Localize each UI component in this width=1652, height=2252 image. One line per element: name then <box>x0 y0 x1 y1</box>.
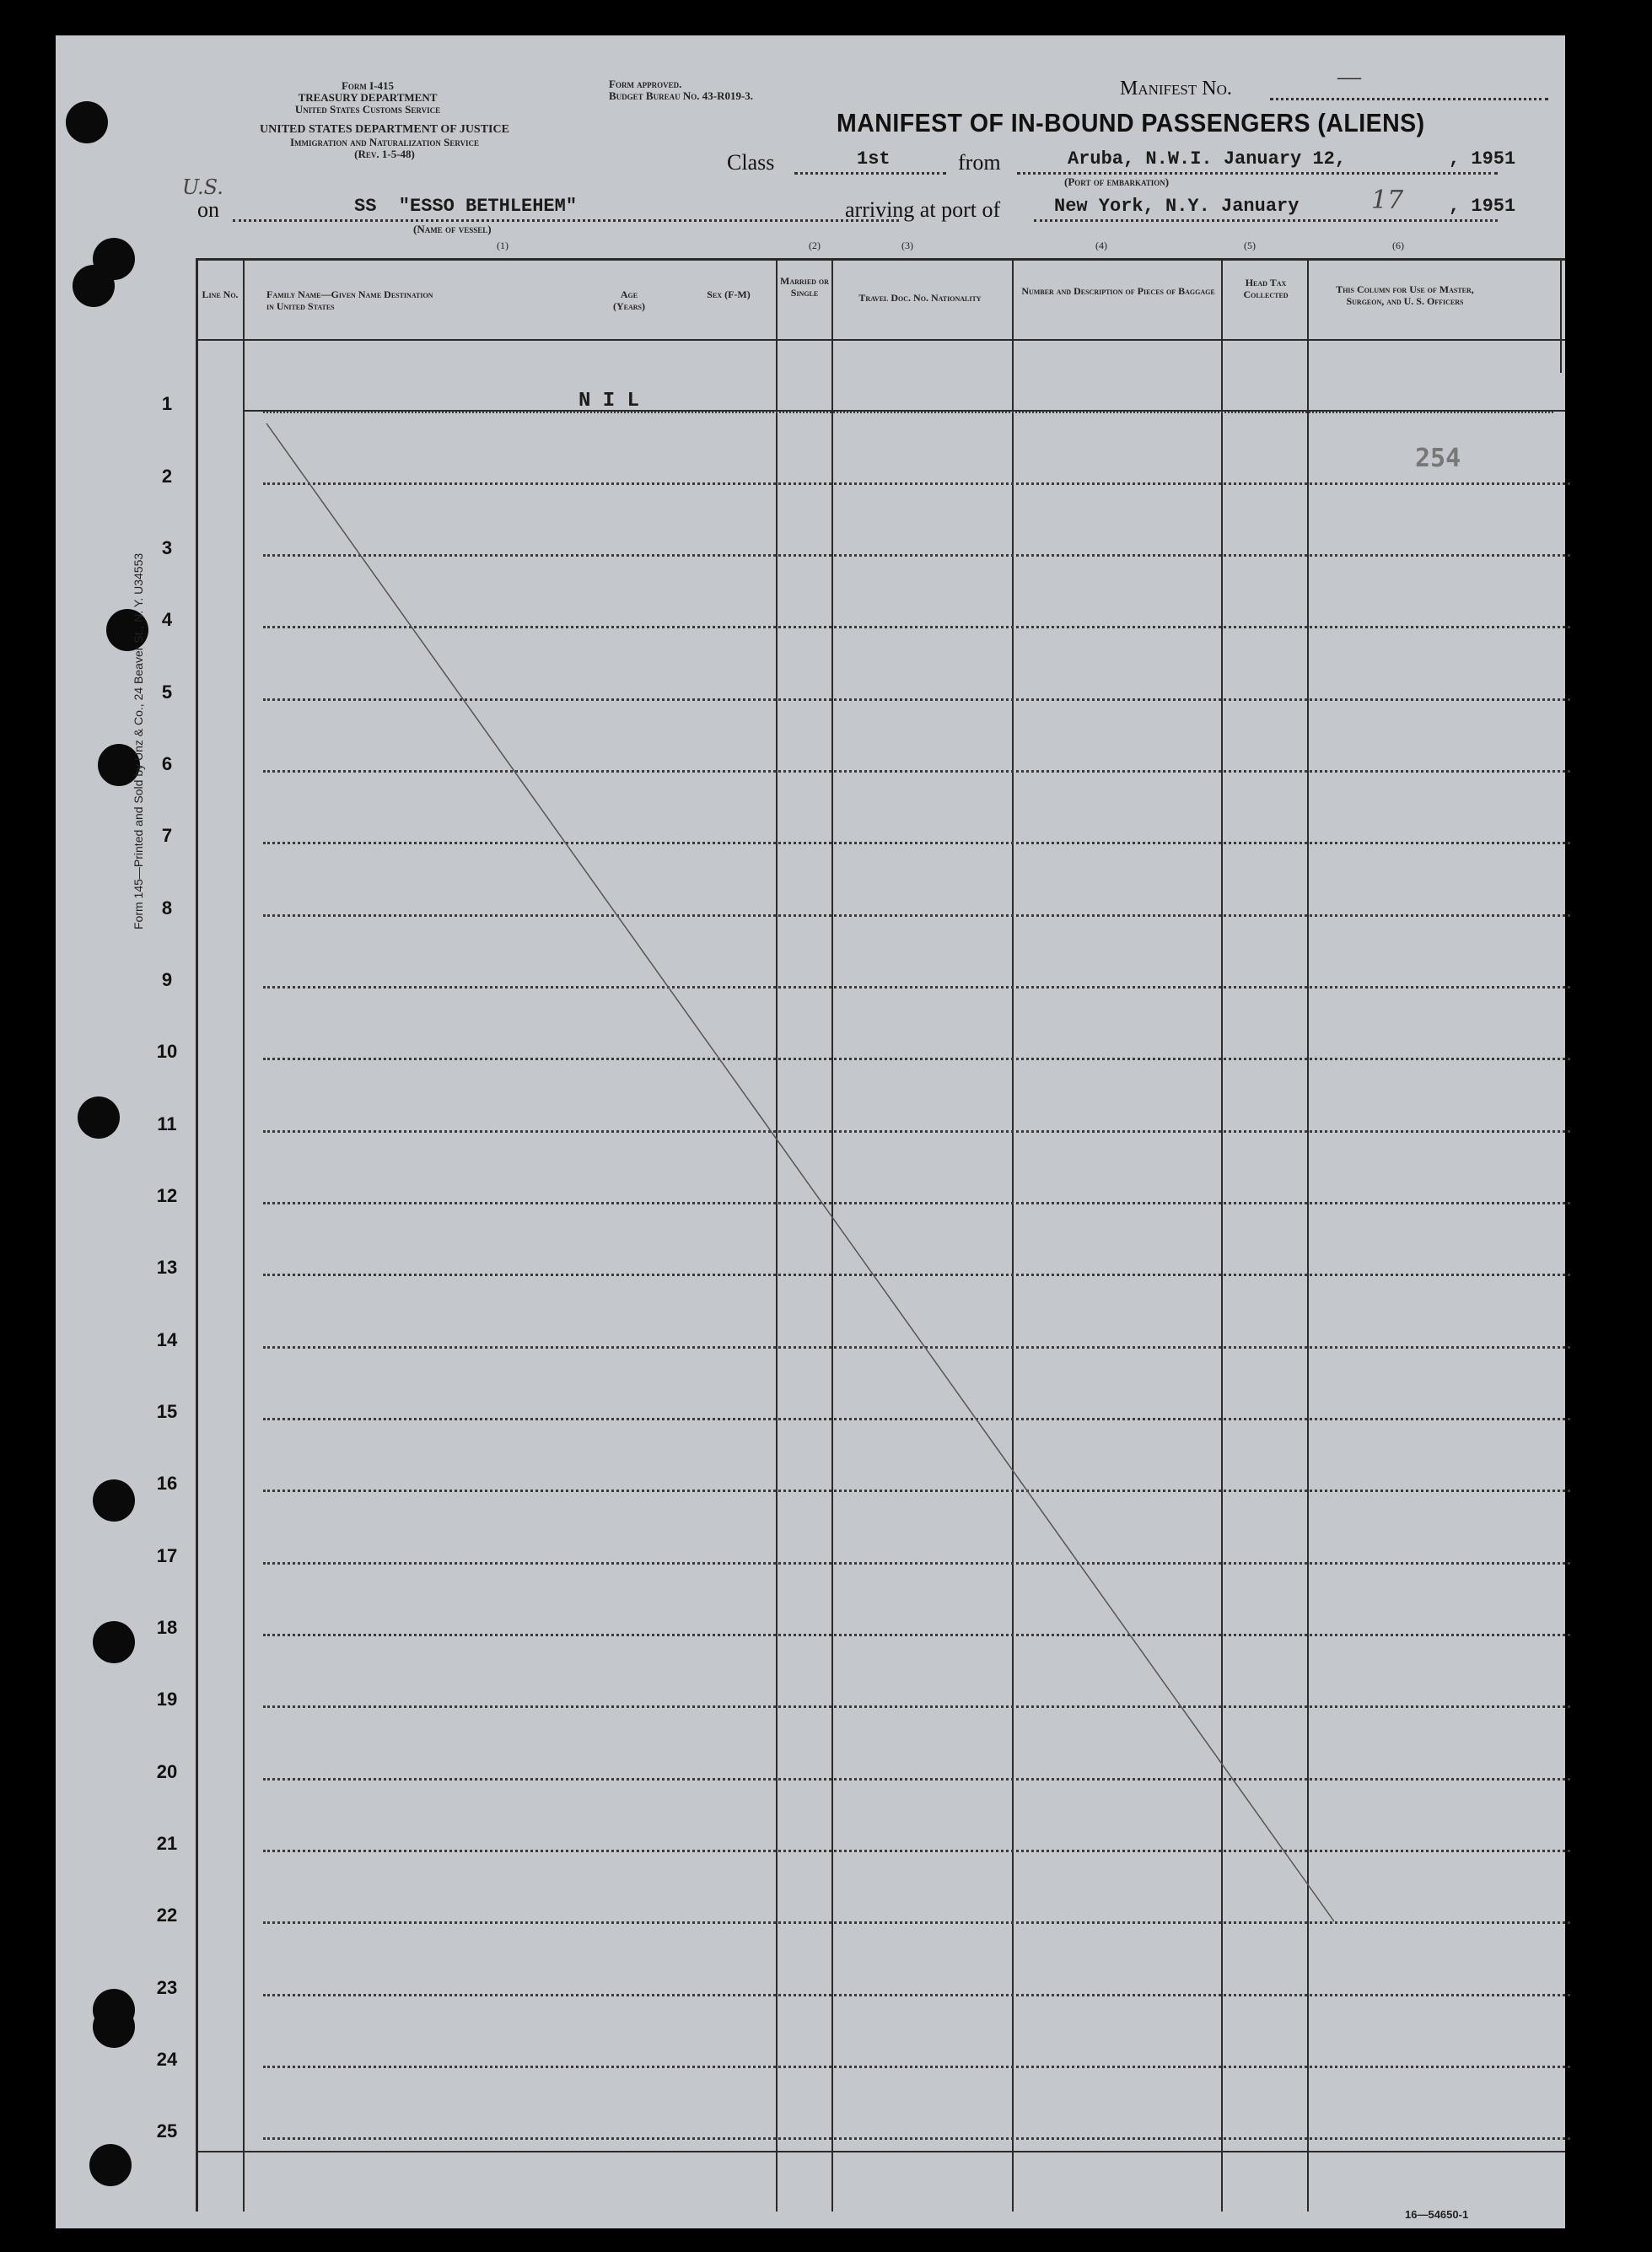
row-number: 17 <box>156 1545 178 1566</box>
column-number: (1) <box>497 240 509 251</box>
nil-entry: N I L <box>578 390 640 412</box>
void-diagonal-line <box>56 35 1565 2228</box>
arriving-label: arriving at port of <box>845 197 1001 222</box>
row-number: 20 <box>156 1761 178 1782</box>
row-number: 11 <box>157 1113 177 1134</box>
arriving-year: , 1951 <box>1449 196 1516 217</box>
from-value: Aruba, N.W.I. January 12, <box>1068 148 1347 170</box>
revision-label: (Rev. 1-5-48) <box>354 148 415 160</box>
embarkation-caption: (Port of embarkation) <box>1064 175 1170 188</box>
row-number: 7 <box>161 825 173 846</box>
column-number: (4) <box>1095 240 1107 251</box>
vessel-caption: (Name of vessel) <box>413 223 492 235</box>
customs-label: United States Customs Service <box>294 103 441 116</box>
row-number: 1 <box>161 393 173 414</box>
column-number: (6) <box>1392 240 1404 251</box>
row-number: 21 <box>156 1833 178 1854</box>
header-sex: Sex (F-M) <box>707 288 751 300</box>
row-number: 16 <box>156 1473 178 1494</box>
class-label: Class <box>727 150 775 175</box>
arriving-value: New York, N.Y. January <box>1054 196 1300 217</box>
header-officers: This Column for Use of Master, Surgeon, and U. S. Officers <box>1336 283 1474 307</box>
header-married: Married or Single <box>780 275 829 299</box>
header-travel-doc: Travel Doc. No. Nationality <box>858 292 982 304</box>
manifest-no-label: Manifest No. <box>1120 78 1232 100</box>
row-number: 22 <box>156 1905 178 1926</box>
vessel-name: SS "ESSO BETHLEHEM" <box>354 196 578 217</box>
from-year: , 1951 <box>1449 148 1516 170</box>
row-number: 6 <box>161 753 173 774</box>
row-number: 8 <box>161 897 173 919</box>
approved-label: Form approved. <box>609 78 682 90</box>
on-label: on <box>197 197 219 222</box>
side-printer-note: Form 145—Printed and Sold by Unz & Co., 24 Beaver St., N. Y. U34553 <box>132 552 145 929</box>
row-number: 24 <box>156 2049 178 2070</box>
row-number: 9 <box>161 969 173 990</box>
column-number: (5) <box>1244 240 1256 251</box>
row-number: 12 <box>156 1185 178 1206</box>
row-number: 10 <box>156 1041 178 1062</box>
row-number: 13 <box>156 1257 178 1278</box>
handwritten-us: U.S. <box>182 175 223 199</box>
from-label: from <box>958 150 1001 175</box>
row-number: 3 <box>161 537 173 558</box>
header-age: Age (Years) <box>613 288 645 312</box>
column-number: (3) <box>901 240 913 251</box>
row-number: 23 <box>156 1977 178 1998</box>
form-number: Form I-415 <box>341 79 395 92</box>
row-number: 25 <box>156 2120 178 2142</box>
row-number: 19 <box>156 1689 178 1710</box>
treasury-label: TREASURY DEPARTMENT <box>298 91 438 104</box>
manifest-no-value: — <box>1337 64 1361 90</box>
arriving-day: 17 <box>1371 186 1404 215</box>
row-number: 2 <box>161 466 173 487</box>
budget-label: Budget Bureau No. 43-R019-3. <box>609 89 754 102</box>
header-head-tax: Head Tax Collected <box>1243 277 1289 300</box>
ins-label: Immigration and Naturalization Service <box>289 136 480 148</box>
class-value: 1st <box>857 148 891 170</box>
manifest-page <box>56 35 1565 2228</box>
header-name: Family Name—Given Name Destination in United States <box>266 288 433 312</box>
row-number: 15 <box>156 1401 178 1422</box>
row-number: 14 <box>156 1329 178 1350</box>
document-title: MANIFEST OF IN-BOUND PASSENGERS (ALIENS) <box>837 108 1425 137</box>
header-line-no: Line No. <box>202 288 239 300</box>
column-number: (2) <box>809 240 821 251</box>
stamp-number: 254 <box>1415 444 1461 473</box>
row-number: 5 <box>161 682 173 703</box>
row-number: 4 <box>161 609 173 630</box>
header-baggage: Number and Description of Pieces of Baggage <box>1021 285 1215 297</box>
justice-label: UNITED STATES DEPARTMENT OF JUSTICE <box>260 123 509 136</box>
footer-code: 16—54650-1 <box>1405 2208 1469 2221</box>
row-number: 18 <box>156 1617 178 1638</box>
